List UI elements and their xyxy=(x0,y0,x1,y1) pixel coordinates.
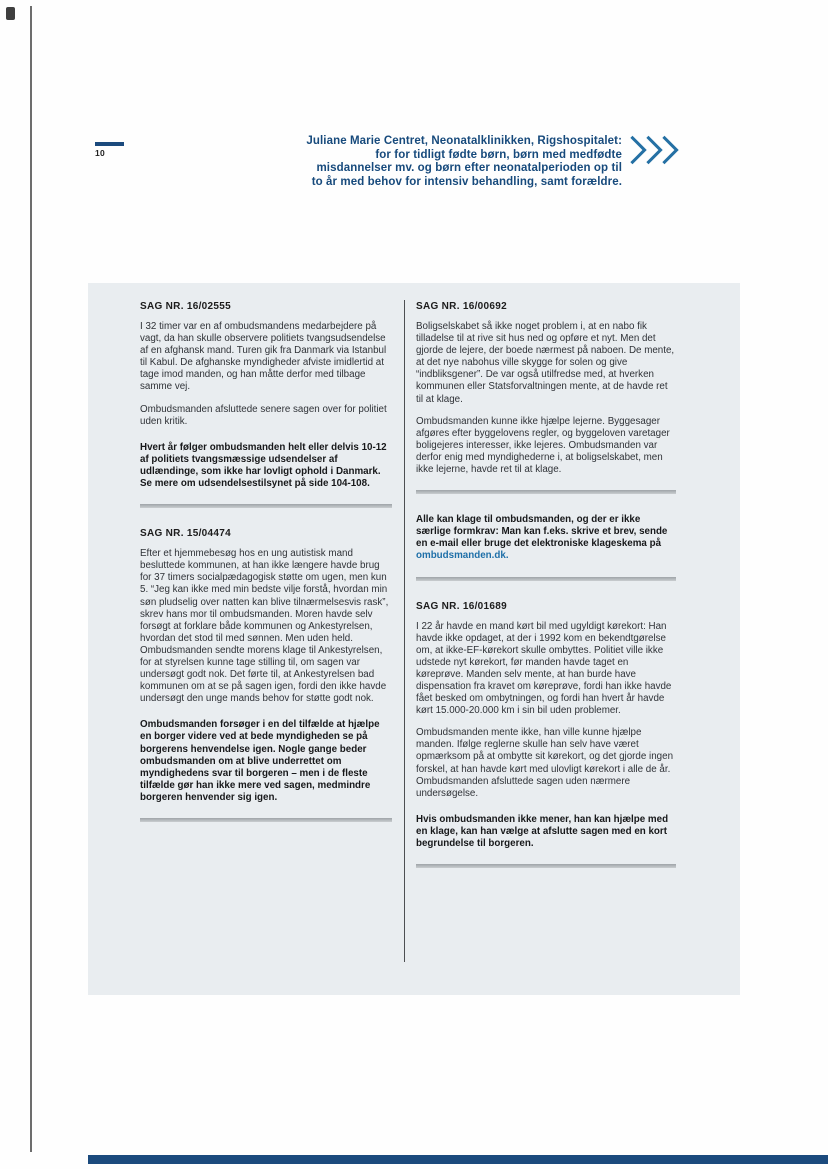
right-column xyxy=(416,301,676,888)
header-line-1: Juliane Marie Centret, Neonatalklinikken, Rigshospitalet: xyxy=(306,135,622,147)
header-line-2: for for tidligt fødte børn, børn med medfødte xyxy=(375,148,622,161)
case-id-16-00692: SAG NR. 16/00692 xyxy=(416,301,507,312)
left-column xyxy=(140,301,392,842)
article-header xyxy=(218,135,622,189)
header-line-3: misdannelser mv. og børn efter neonatalperioden op til xyxy=(316,162,622,174)
info-callout xyxy=(416,514,676,562)
column-divider xyxy=(404,300,405,962)
scan-edge-line xyxy=(30,6,32,1152)
scan-artifact xyxy=(6,7,15,20)
footer-accent-bar xyxy=(88,1155,828,1164)
section-rule xyxy=(416,864,676,868)
case-paragraph: I 32 timer var en af ombudsmandens medarbejdere på vagt, da han skulle observere politiets tvangsudsendelse af en afghansk mand. Turen gik fra Danmark via Istanbul til Kabul. De afghanske myndigheder afviste imidlertid at tage imod manden, og han måtte derfor med tilbage samme vej. xyxy=(140,321,387,393)
case-callout: Ombudsmanden forsøger i en del tilfælde at hjælpe en borger videre ved at bede myndigheden se på borgerens henvendelse igen. Nogle gange beder ombudsmanden om at blive underrettet om myndighedens svar til borgeren – men i de fleste tilfælde gør han ikke mere ved sagen, medmindre borgeren henvender sig igen. xyxy=(140,719,380,803)
section-rule xyxy=(416,490,676,494)
info-callout-text: Alle kan klage til ombudsmanden, og der er ikke særlige formkrav: Man kan f.eks. skrive et brev, sende en e-mail eller bruge det elektroniske klageskema på xyxy=(416,514,668,550)
case-paragraph: Ombudsmanden kunne ikke hjælpe lejerne. Byggesager afgøres efter byggelovens regler, og byggeloven varetager boligejeres interesser, ikke lejeres. Ombudsmanden var derfor enig med myndighederne i, at boligselskabet, men ikke lejerne, havde ret til at klage. xyxy=(416,415,670,476)
section-rule xyxy=(416,577,676,581)
case-paragraph: Boligselskabet så ikke noget problem i, at en nabo fik tilladelse til at rive sit hus ned og opføre et nyt. Men det gjorde de lejere, der boede nærmest på naboen. De mente, at det nye nabohus ville skygge for solen og give “indbliksgener”. De var også utilfredse med, at hverken kommunen eller Statsforvaltningen mente, at de havde ret til at klage. xyxy=(416,321,675,405)
case-paragraph: I 22 år havde en mand kørt bil med ugyldigt kørekort: Han havde ikke opdaget, at der i 1992 kom en bekendtgørelse om, at ikke-EF-kørekort skulle ombyttes. Politiet ville ikke udstede nyt kørekort, før manden havde taget en køreprøve. Manden selv mente, at han burde have dispensation fra kravet om køreprøve, fordi han ikke havde fået besked om ombytningen, og fordi han hvert år havde kørt 15.000-20.000 km i sin bil uden problemer. xyxy=(416,620,672,717)
page-number-bar xyxy=(95,142,124,146)
page-number: 10 xyxy=(95,148,106,158)
header-line-4: to år med behov for intensiv behandling, samt forældre. xyxy=(311,175,622,188)
cases-panel xyxy=(88,283,740,995)
ombudsmanden-link[interactable]: ombudsmanden.dk. xyxy=(416,550,509,562)
page-number-block xyxy=(95,142,129,158)
case-id-16-02555: SAG NR. 16/02555 xyxy=(140,301,231,312)
case-callout: Hvis ombudsmanden ikke mener, han kan hjælpe med en klage, kan han vælge at afslutte sagen med en kort begrundelse til borgeren. xyxy=(416,813,669,849)
case-paragraph: Ombudsmanden afsluttede senere sagen over for politiet uden kritik. xyxy=(140,403,387,427)
case-paragraph: Ombudsmanden mente ikke, han ville kunne hjælpe manden. Ifølge reglerne skulle han selv have været opmærksom på at ombytte sit kørekort, og det gjorde ingen forskel, at han havde kørt med ulovligt kørekort i alle de år. Ombudsmanden afsluttede sagen uden nærmere undersøgelse. xyxy=(416,727,674,799)
case-callout: Hvert år følger ombudsmanden helt eller delvis 10-12 af politiets tvangsmæssige udsendelser af udlændinge, som ikke har lovligt ophold i Danmark. Se mere om udsendelsestilsynet på side 104-108. xyxy=(140,441,387,490)
section-rule xyxy=(140,818,392,822)
section-rule xyxy=(140,504,392,508)
case-paragraph: Efter et hjemmebesøg hos en ung autistisk mand besluttede kommunen, at han ikke længere havde brug for 37 timers socialpædagogisk støtte om ugen, men kun 5. “Jeg kan ikke med min bedste vilje forstå, hvordan min søn pludselig over natten kan blive tilnærmelsesvis rask”, skrev hans mor til ombudsmanden. Moren havde selv forsøgt at forklare både kommunen og Ankestyrelsen, hvordan det stod til med sønnen. Men uden held. Ombudsmanden sendte morens klage til Ankestyrelsen, for at styrelsen kunne tage stilling til, om sagen var undersøgt godt nok. Det førte til, at Ankestyrelsen bad kommunen om at se på sagen igen, fordi den ikke havde undersøgt den unge mands behov for støtte godt nok. xyxy=(140,548,389,705)
case-id-16-01689: SAG NR. 16/01689 xyxy=(416,600,507,612)
chevrons-right-icon xyxy=(628,134,680,166)
case-id-15-04474: SAG NR. 15/04474 xyxy=(140,528,231,540)
